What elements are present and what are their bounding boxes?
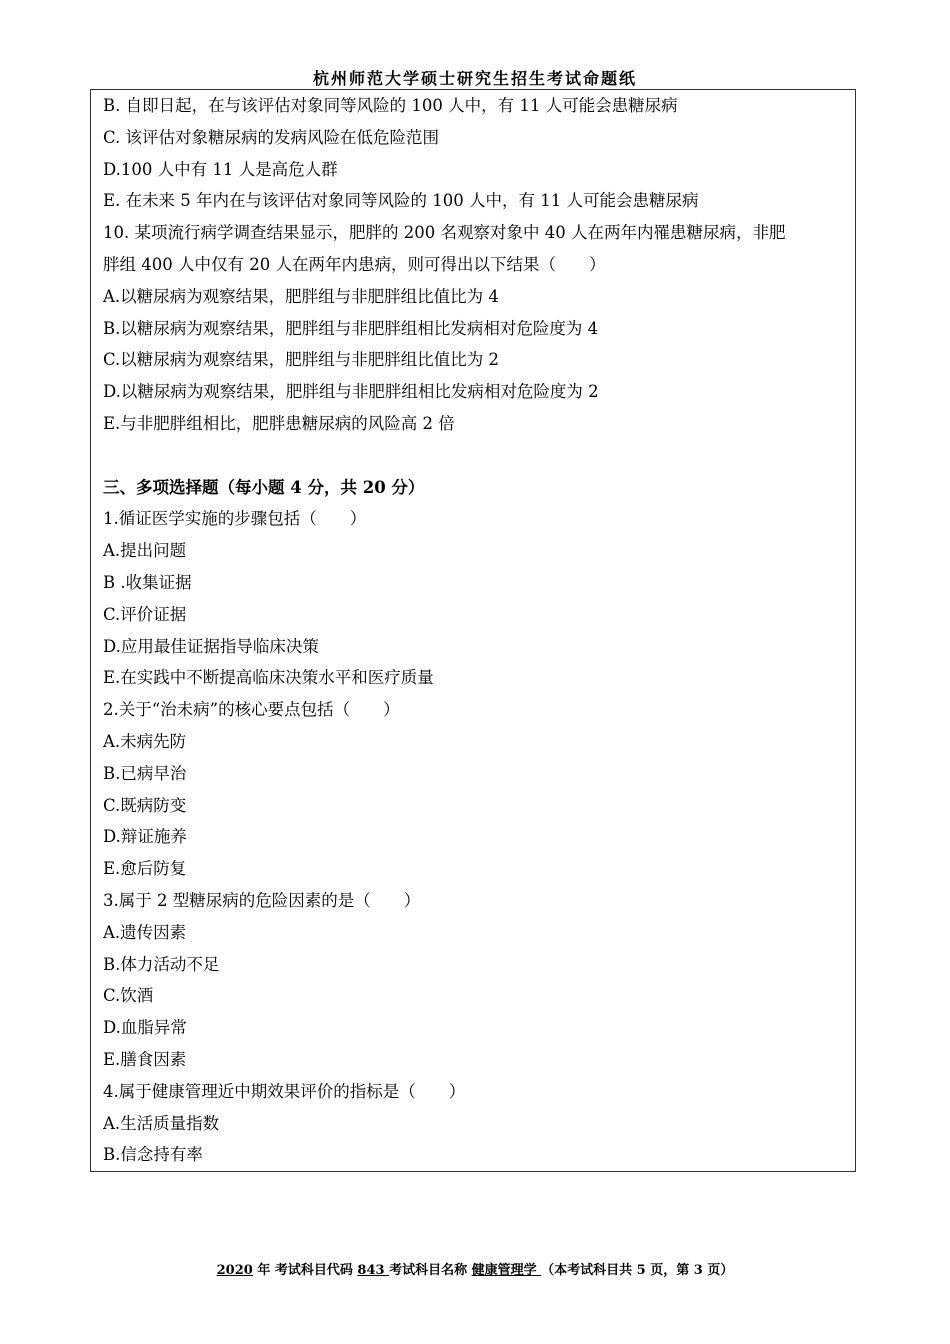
mq3-option-e: E.膳食因素	[103, 1049, 187, 1069]
page-footer	[0, 1259, 950, 1278]
q10-option-d: D.以糖尿病为观察结果，肥胖组与非肥胖组相比发病相对危险度为 2	[103, 382, 599, 402]
footer-subject-name: 健康管理学	[471, 1263, 542, 1278]
q10-option-b: B.以糖尿病为观察结果，肥胖组与非肥胖组相比发病相对危险度为 4	[103, 318, 599, 338]
mq1-stem: 1.循证医学实施的步骤包括（ ）	[103, 509, 367, 529]
mq4-option-a: A.生活质量指数	[103, 1113, 220, 1133]
mq3-option-a: A.遗传因素	[103, 922, 187, 942]
footer-name-label: 考试科目名称	[389, 1263, 472, 1278]
mq2-option-a: A.未病先防	[103, 731, 187, 751]
mq2-option-d: D.辩证施养	[103, 827, 187, 847]
q9-option-c: C. 该评估对象糖尿病的发病风险在低危险范围	[103, 127, 440, 147]
mq2-option-c: C.既病防变	[103, 795, 187, 815]
mq2-option-b: B.已病早治	[103, 763, 187, 783]
q10-option-e: E.与非肥胖组相比，肥胖患糖尿病的风险高 2 倍	[103, 413, 455, 433]
section-3-title: 三、多项选择题（每小题 4 分，共 20 分）	[103, 477, 425, 497]
q10-stem-line1: 10. 某项流行病学调查结果显示，肥胖的 200 名观察对象中 40 人在两年内罹患糖尿病，非肥	[103, 223, 786, 243]
mq3-option-d: D.血脂异常	[103, 1018, 187, 1038]
footer-year: 2020	[216, 1263, 253, 1278]
mq1-option-a: A.提出问题	[103, 541, 187, 561]
footer-page-info: （本考试科目共 5 页，第 3 页）	[541, 1263, 734, 1278]
q10-option-a: A.以糖尿病为观察结果，肥胖组与非肥胖组比值比为 4	[103, 286, 499, 306]
q10-option-c: C.以糖尿病为观察结果，肥胖组与非肥胖组比值比为 2	[103, 350, 500, 370]
q10-stem-line2: 胖组 400 人中仅有 20 人在两年内患病，则可得出以下结果（ ）	[103, 254, 606, 274]
footer-code-label: 年 考试科目代码	[252, 1263, 358, 1278]
footer-subject-code: 843	[357, 1263, 390, 1278]
mq3-option-c: C.饮酒	[103, 986, 154, 1006]
mq3-stem: 3.属于 2 型糖尿病的危险因素的是（ ）	[103, 890, 421, 910]
q9-option-d: D.100 人中有 11 人是高危人群	[103, 159, 338, 179]
q9-option-e: E. 在未来 5 年内在与该评估对象同等风险的 100 人中，有 11 人可能会患糖尿病	[103, 191, 699, 211]
exam-content	[103, 90, 849, 1171]
mq1-option-c: C.评价证据	[103, 604, 187, 624]
mq1-option-b: B .收集证据	[103, 572, 192, 592]
page-header: 杭州师范大学硕士研究生招生考试命题纸	[312, 69, 637, 88]
spacer	[103, 440, 849, 472]
mq2-option-e: E.愈后防复	[103, 859, 187, 879]
mq1-option-e: E.在实践中不断提高临床决策水平和医疗质量	[103, 668, 434, 688]
mq4-stem: 4.属于健康管理近中期效果评价的指标是（ ）	[103, 1081, 466, 1101]
exam-content-box	[90, 89, 856, 1172]
mq3-option-b: B.体力活动不足	[103, 954, 220, 974]
mq1-option-d: D.应用最佳证据指导临床决策	[103, 636, 319, 656]
mq2-stem: 2.关于“治未病”的核心要点包括（ ）	[103, 700, 400, 720]
q9-option-b: B. 自即日起，在与该评估对象同等风险的 100 人中，有 11 人可能会患糖尿病	[103, 96, 678, 115]
mq4-option-b: B.信念持有率	[103, 1145, 203, 1165]
